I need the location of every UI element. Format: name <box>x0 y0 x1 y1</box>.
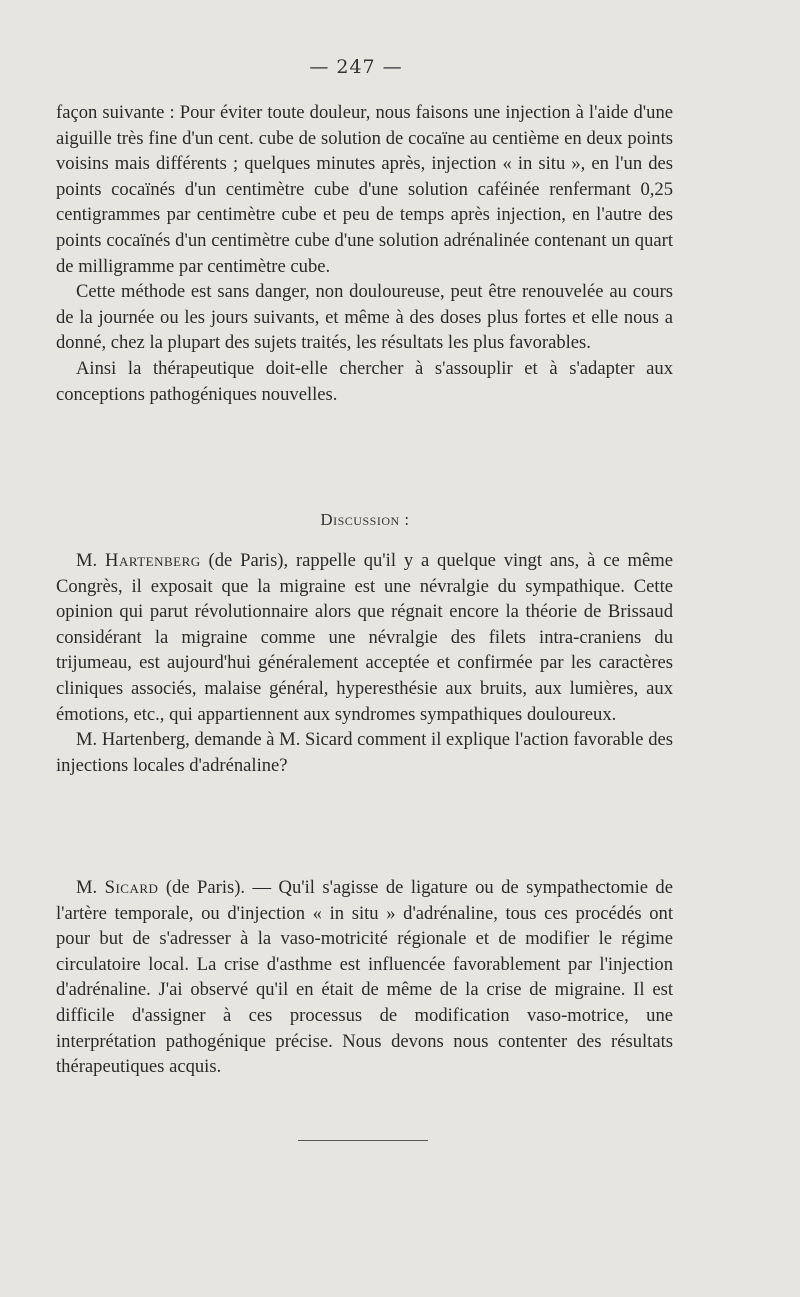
paragraph-method: façon suivante : Pour éviter toute douleur, nous faisons une injection à l'aide d'une aiguille très fine d'un cent. cube de solution de cocaïne au centième en deux points voisins mais différents ; quelques minutes après, injection « in situ », en l'un des points cocaïnés d'un centimètre cube d'une solution caféinée renfermant 0,25 centigrammes par centimètre cube et peu de temps après injection, en l'autre des points cocaïnés d'un centimètre cube d'une solution adrénalinée contenant un quart de milligramme par centimètre cube. <box>56 102 673 277</box>
paragraph-hartenberg <box>56 548 673 727</box>
hartenberg-statement: (de Paris), rappelle qu'il y a quelque vingt ans, à ce même Congrès, il exposait que la migraine est une névralgie du sympathique. Cette opinion qui parut révolutionnaire alors que régnait encore la théorie de Brissaud considérant la migraine comme une névralgie des filets intra-craniens du trijumeau, est aujourd'hui généralement acceptée et confirmée par les caractères cliniques associés, malaise général, hyperesthésie aux bruits, aux lumières, aux émotions, etc., qui appartiennent aux syndromes sympathiques douloureux. <box>56 550 673 725</box>
speaker-prefix: M. <box>76 877 105 898</box>
paragraph-sicard <box>56 875 673 1080</box>
discussion-heading: Discussion : <box>320 510 410 529</box>
paragraph-conclusion: Ainsi la thérapeutique doit-elle chercher à s'assouplir et à s'adapter aux conceptions pathogéniques nouvelles. <box>56 357 673 405</box>
speaker-name-hartenberg: Hartenberg <box>105 550 201 571</box>
sicard-statement: (de Paris). — Qu'il s'agisse de ligature ou de sympathectomie de l'artère temporale, ou d'injection « in situ » d'adrénaline, tous ces procédés ont pour but de s'adresser à la vaso-motricité régionale et de modifier le régime circulatoire local. La crise d'asthme est influencée favorablement par l'injection d'adrénaline. J'ai observé qu'il en était de même de la crise de migraine. Il est difficile d'assigner à ces processus de modification vaso-motrice, une interprétation pathogénique précise. Nous devons nous contenter des résultats thérapeutiques acquis. <box>56 877 673 1078</box>
hartenberg-text-block <box>56 548 673 778</box>
paragraph-safety: Cette méthode est sans danger, non douloureuse, peut être renouvelée au cours de la journée ou les jours suivants, et même à des doses plus fortes et elle nous a donné, chez la plupart des sujets traités, les résultats les plus favorables. <box>56 281 673 354</box>
speaker-name-sicard: Sicard <box>104 877 159 898</box>
page-number: — 247 — <box>309 56 403 78</box>
intro-text-block <box>56 100 673 407</box>
sicard-text-block <box>56 875 673 1080</box>
end-rule <box>298 1140 428 1141</box>
speaker-prefix: M. <box>76 550 106 571</box>
paragraph-hartenberg-question: M. Hartenberg, demande à M. Sicard comment il explique l'action favorable des injections locales d'adrénaline? <box>56 729 673 776</box>
